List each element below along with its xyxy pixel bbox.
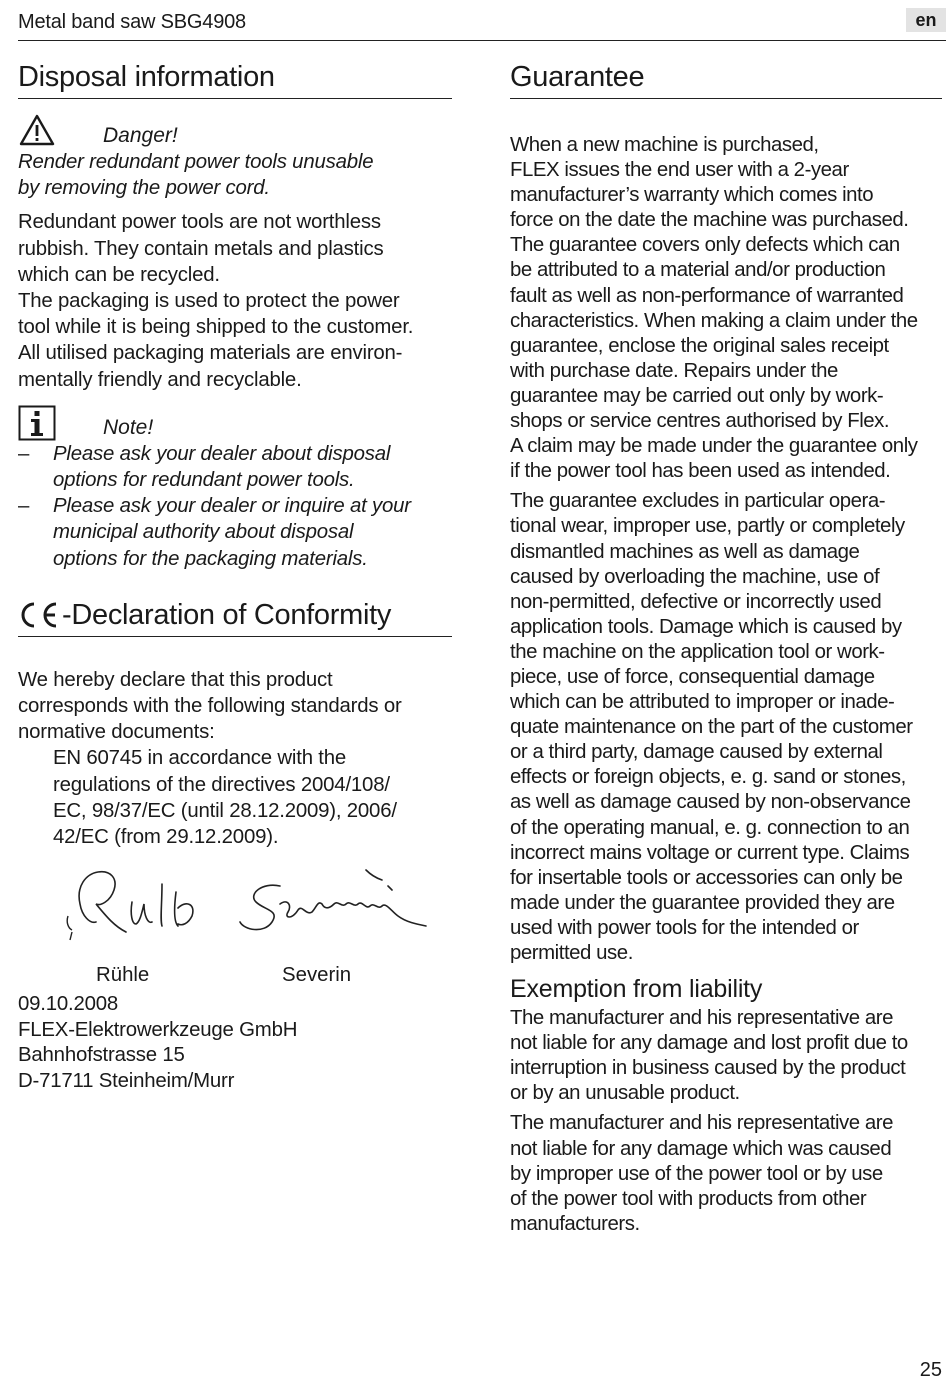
exemption-heading: Exemption from liability	[510, 975, 763, 1004]
signatures	[18, 864, 452, 964]
guarantee-paragraph-1: When a new machine is purchased, FLEX issues the end user with a 2-year manufacturer’s warranty which comes into force on the date the machine was purchased. The guarantee covers only defects which can be attributed to a material and/or production fault as well as non-performance of warranted characteristics. When making a claim under the guarantee, enclose the original sales receipt with purchase date. Repairs under the guarantee may be carried out only by work- shops or service centres authorised by Flex. A claim may be made under the guarantee only if the power tool has been used as intended.	[510, 134, 918, 483]
danger-label: Danger!	[103, 124, 178, 147]
warning-triangle-icon	[18, 113, 56, 149]
note-label: Note!	[103, 415, 154, 439]
ce-mark-icon	[18, 600, 60, 630]
disposal-heading: Disposal information	[18, 60, 452, 99]
left-column	[18, 60, 452, 1094]
guarantee-paragraph-2: The guarantee excludes in particular opera- tional wear, improper use, partly or completely dismantled machines as well as damage caused by overloading the machine, use of non-permitted, defective or incorrectly used application tools. Damage which is caused by the machine on the application tool or work- piece, use of force, consequential damage which can be attributed to improper or inade- quate maintenance on the part of the customer or a third party, damage caused by external effects or foreign objects, e. g. sand or stones, as well as damage caused by non-observance of the operating manual, e. g. connection to an incorrect mains voltage or current type. Claims for insertable tools or accessories can only be made under the guarantee provided they are used with power tools for the intended or permitted use.	[510, 490, 913, 964]
danger-callout	[18, 113, 452, 149]
standards-block: EN 60745 in accordance with the regulations of the directives 2004/108/ EC, 98/37/EC (until 28.12.2009), 2006/ 42/EC (from 29.12.2009).	[53, 747, 397, 849]
guarantee-heading: Guarantee	[510, 60, 942, 99]
signatory-name-2: Severin	[282, 964, 352, 987]
signatory-names	[18, 964, 452, 992]
note-callout	[18, 405, 452, 441]
exemption-paragraph-1: The manufacturer and his representative are not liable for any damage and lost profit due to interruption in business caused by the product or by an unusable product.	[510, 1007, 908, 1105]
danger-text: Render redundant power tools unusable by removing the power cord.	[18, 151, 374, 200]
list-item: – Please ask your dealer about disposal options for redundant power tools.	[18, 442, 391, 492]
conformity-intro: We hereby declare that this product corresponds with the following standards or normative documents:	[18, 668, 402, 744]
declaration-date: 09.10.2008	[18, 993, 119, 1016]
right-column	[510, 60, 942, 1237]
company-address: 09.10.2008 FLEX-Elektrowerkzeuge GmbH Bahnhofstrasse 15 D-71711 Steinheim/Murr	[18, 992, 452, 1094]
document-title: Metal band saw SBG4908	[18, 11, 246, 33]
page-number: 25	[919, 1359, 942, 1381]
note-list	[18, 441, 452, 572]
info-icon	[18, 405, 56, 441]
header-divider	[18, 40, 946, 41]
list-item: – Please ask your dealer or inquire at your municipal authority about disposal options for the packaging materials.	[18, 495, 411, 570]
language-badge: en	[906, 8, 946, 32]
signatory-name-1: Rühle	[96, 964, 150, 987]
conformity-heading-text: -Declaration of Conformity	[62, 598, 392, 631]
disposal-paragraph: Redundant power tools are not worthless rubbish. They contain metals and plastics which can be recycled. The packaging is used to protect the power tool while it is being shipped to the customer. All utilised packaging materials are environ- mentally friendly and recyclable.	[18, 211, 414, 391]
signature-ruhle-icon	[66, 864, 466, 964]
exemption-paragraph-2: The manufacturer and his representative are not liable for any damage which was caused by improper use of the power tool or by use of the power tool with products from other manufacturers.	[510, 1112, 894, 1235]
conformity-heading	[18, 598, 452, 637]
